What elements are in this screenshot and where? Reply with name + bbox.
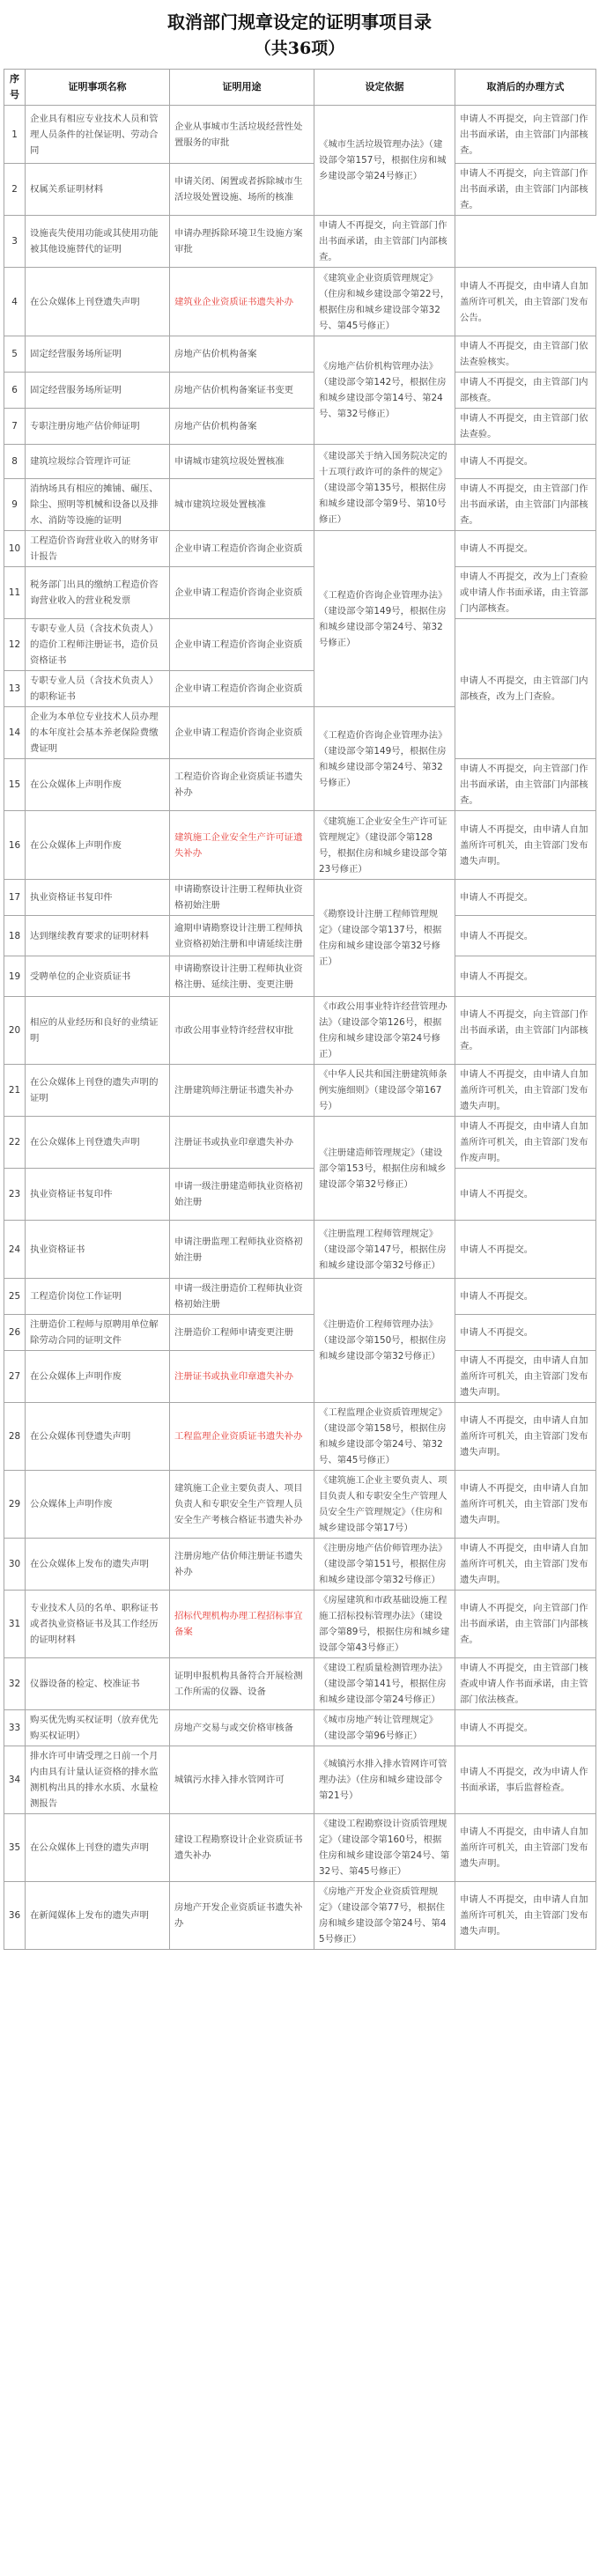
handling-method: 申请人不再提交，由主管部门内部核查，改为上门查验。 <box>455 619 596 759</box>
table-row <box>4 164 596 216</box>
certificate-name: 企业具有相应专业技术人员和管理人员条件的社保证明、劳动合同 <box>26 106 170 164</box>
legal-basis: 《注册房地产估价师管理办法》（建设部令第151号，根据住房和城乡建设部令第32号修正） <box>314 1539 455 1591</box>
certificate-name: 企业为本单位专业技术人员办理的本年度社会基本养老保险费缴费证明 <box>26 707 170 759</box>
row-number: 22 <box>4 1117 26 1169</box>
handling-method: 申请人不再提交，由申请人自加盖所许可机关，由主管部门发布遗失声明。 <box>455 1351 596 1403</box>
certificate-name: 专业技术人员的名单、职称证书或者执业资格证书及其工作经历的证明材料 <box>26 1591 170 1658</box>
header-no: 序号 <box>4 70 26 106</box>
handling-method: 申请人不再提交，由主管部门核查或申请人作书面承诺，由主管部门依法核查。 <box>455 1658 596 1710</box>
certificate-name: 受聘单位的企业资质证书 <box>26 956 170 997</box>
row-number: 15 <box>4 759 26 811</box>
row-number: 10 <box>4 531 26 567</box>
handling-method: 申请人不再提交。 <box>455 1221 596 1279</box>
row-number: 16 <box>4 811 26 880</box>
row-number: 4 <box>4 268 26 336</box>
certificate-use: 房地产开发企业资质证书遗失补办 <box>170 1882 314 1950</box>
table-row <box>4 1351 596 1403</box>
handling-method: 申请人不再提交，由申请人自加盖所许可机关，由主管部门发布公告。 <box>455 268 596 336</box>
legal-basis: 《工程造价咨询企业管理办法》（建设部令第149号，根据住房和城乡建设部令第24号、第32号修正） <box>314 707 455 811</box>
certificate-name: 在公众媒体上刊登遗失声明 <box>26 1117 170 1169</box>
table-row <box>4 1403 596 1471</box>
legal-basis: 《城市房地产转让管理规定》（建设部令第96号修正） <box>314 1710 455 1746</box>
row-number: 1 <box>4 106 26 164</box>
certificate-name: 工程造价岗位工作证明 <box>26 1279 170 1315</box>
certificate-name: 固定经营服务场所证明 <box>26 373 170 409</box>
row-number: 35 <box>4 1814 26 1882</box>
handling-method: 申请人不再提交。 <box>455 1169 596 1221</box>
table-row <box>4 1471 596 1539</box>
page-subtitle: （共36项） <box>254 39 345 58</box>
certificate-use: 企业申请工程造价咨询企业资质 <box>170 531 314 567</box>
handling-method: 申请人不再提交。 <box>455 1710 596 1746</box>
certificate-name: 在公众媒体上刊登的遗失声明的证明 <box>26 1065 170 1117</box>
handling-method: 申请人不再提交。 <box>455 1279 596 1315</box>
table-row <box>4 531 596 567</box>
legal-basis: 《工程造价咨询企业管理办法》（建设部令第149号，根据住房和城乡建设部令第24号、第32号修正） <box>314 531 455 707</box>
certificate-name: 专职专业人员（含技术负责人）的造价工程师注册证书，造价员资格证书 <box>26 619 170 671</box>
table-row <box>4 1169 596 1221</box>
certificate-name: 执业资格证书 <box>26 1221 170 1279</box>
certificate-name: 注册造价工程师与原聘用单位解除劳动合同的证明文件 <box>26 1315 170 1351</box>
certificate-name: 在公众媒体上声明作废 <box>26 1351 170 1403</box>
row-number: 29 <box>4 1471 26 1539</box>
row-number: 30 <box>4 1539 26 1591</box>
handling-method: 申请人不再提交，向主管部门作出书面承诺，由主管部门内部核查。 <box>455 106 596 164</box>
certificate-use: 注册证书或执业印章遗失补办 <box>170 1351 314 1403</box>
legal-basis: 《勘察设计注册工程师管理规定》（建设部令第137号，根据住房和城乡建设部令第32号修正） <box>314 880 455 997</box>
certificate-use: 证明申报机构具备符合开展检测工作所需的仪器、设备 <box>170 1658 314 1710</box>
certificate-use: 企业从事城市生活垃圾经营性处置服务的审批 <box>170 106 314 164</box>
handling-method: 申请人不再提交，由申请人自加盖所许可机关，由主管部门发布遗失声明。 <box>455 1471 596 1539</box>
legal-basis: 《建筑业企业资质管理规定》（住房和城乡建设部令第22号，根据住房和城乡建设部令第32号、第45号修正） <box>314 268 455 336</box>
table-row <box>4 1591 596 1658</box>
certificate-use: 工程监理企业资质证书遗失补办 <box>170 1403 314 1471</box>
handling-method: 申请人不再提交。 <box>455 916 596 956</box>
row-number: 33 <box>4 1710 26 1746</box>
table-row <box>4 956 596 997</box>
certificate-use: 企业申请工程造价咨询企业资质 <box>170 671 314 707</box>
row-number: 14 <box>4 707 26 759</box>
row-number: 2 <box>4 164 26 216</box>
table-row <box>4 336 596 373</box>
row-number: 25 <box>4 1279 26 1315</box>
certificate-name: 专职专业人员（含技术负责人）的职称证书 <box>26 671 170 707</box>
row-number: 7 <box>4 409 26 445</box>
certificate-use: 建筑施工企业主要负责人、项目负责人和专职安全生产管理人员安全生产考核合格证书遗失补办 <box>170 1471 314 1539</box>
certificate-name: 设施丧失使用功能或其使用功能被其他设施替代的证明 <box>26 216 170 268</box>
row-number: 11 <box>4 567 26 619</box>
handling-method: 申请人不再提交，由申请人自加盖所许可机关，由主管部门发布遗失声明。 <box>455 811 596 880</box>
certificate-use: 城市建筑垃圾处置核准 <box>170 479 314 531</box>
certificate-name: 消纳场具有相应的摊铺、碾压、除尘、照明等机械和设备以及排水、消防等设施的证明 <box>26 479 170 531</box>
handling-method: 申请人不再提交，由主管部门依法查验。 <box>455 409 596 445</box>
table-row <box>4 409 596 445</box>
handling-method: 申请人不再提交，向主管部门作出书面承诺，由主管部门内部核查。 <box>455 1591 596 1658</box>
certificate-use: 注册建筑师注册证书遗失补办 <box>170 1065 314 1117</box>
certificate-name: 固定经营服务场所证明 <box>26 336 170 373</box>
legal-basis: 《房地产开发企业资质管理规定》（建设部令第77号，根据住房和城乡建设部令第24号、第45号修正） <box>314 1882 455 1950</box>
row-number: 12 <box>4 619 26 671</box>
row-number: 18 <box>4 916 26 956</box>
certificate-use: 注册证书或执业印章遗失补办 <box>170 1117 314 1169</box>
legal-basis: 《房地产估价机构管理办法》（建设部令第142号，根据住房和城乡建设部令第14号、第24号、第32号修正） <box>314 336 455 445</box>
header-name: 证明事项名称 <box>26 70 170 106</box>
certificate-use: 房地产估价机构备案证书变更 <box>170 373 314 409</box>
certificate-name: 税务部门出具的缴纳工程造价咨询营业收入的营业税发票 <box>26 567 170 619</box>
handling-method: 申请人不再提交，由申请人自加盖所许可机关，由主管部门发布遗失声明。 <box>455 1065 596 1117</box>
table-row <box>4 268 596 336</box>
table-header-row <box>4 70 596 106</box>
handling-method: 申请人不再提交，由主管部门作出书面承诺，由主管部门内部核查。 <box>455 479 596 531</box>
row-number: 36 <box>4 1882 26 1950</box>
table-row <box>4 811 596 880</box>
certificate-name: 建筑垃圾综合管理许可证 <box>26 445 170 479</box>
table-row <box>4 619 596 671</box>
row-number: 27 <box>4 1351 26 1403</box>
table-row <box>4 1882 596 1950</box>
certificate-name: 权属关系证明材料 <box>26 164 170 216</box>
row-number: 21 <box>4 1065 26 1117</box>
handling-method: 申请人不再提交。 <box>455 956 596 997</box>
certificate-name: 工程造价咨询营业收入的财务审计报告 <box>26 531 170 567</box>
table-row <box>4 1814 596 1882</box>
handling-method: 申请人不再提交。 <box>455 880 596 916</box>
legal-basis: 《建设工程质量检测管理办法》（建设部令第141号，根据住房和城乡建设部令第24号修正） <box>314 1658 455 1710</box>
table-row <box>4 1539 596 1591</box>
certificate-use: 申请一级注册造价工程师执业资格初始注册 <box>170 1279 314 1315</box>
table-row <box>4 880 596 916</box>
row-number: 32 <box>4 1658 26 1710</box>
certificate-use: 企业申请工程造价咨询企业资质 <box>170 619 314 671</box>
table-row <box>4 445 596 479</box>
row-number: 9 <box>4 479 26 531</box>
certificate-name: 在公众媒体上声明作废 <box>26 811 170 880</box>
table-row <box>4 1710 596 1746</box>
table-row <box>4 997 596 1065</box>
certificate-use: 申请勘察设计注册工程师执业资格注册、延续注册、变更注册 <box>170 956 314 997</box>
table-row <box>4 1279 596 1315</box>
legal-basis: 《城镇污水排入排水管网许可管理办法》（住房和城乡建设部令第21号） <box>314 1746 455 1814</box>
certificate-use: 房地产交易与或交价格审核备 <box>170 1710 314 1746</box>
certificate-use: 建筑业企业资质证书遗失补办 <box>170 268 314 336</box>
certificate-name: 在公众媒体上刊登遗失声明 <box>26 268 170 336</box>
legal-basis: 《建设工程勘察设计资质管理规定》（建设部令第160号，根据住房和城乡建设部令第24号、第32号、第45号修正） <box>314 1814 455 1882</box>
handling-method: 申请人不再提交，由申请人自加盖所许可机关，由主管部门发布遗失声明。 <box>455 1539 596 1591</box>
row-number: 3 <box>4 216 26 268</box>
handling-method: 申请人不再提交，由主管部门内部核查。 <box>455 373 596 409</box>
table-row <box>4 1221 596 1279</box>
row-number: 34 <box>4 1746 26 1814</box>
row-number: 17 <box>4 880 26 916</box>
table-body <box>4 106 596 1950</box>
handling-method: 申请人不再提交，向主管部门作出书面承诺，由主管部门内部核查。 <box>314 216 455 268</box>
table-row <box>4 216 596 268</box>
certificate-use: 房地产估价机构备案 <box>170 409 314 445</box>
handling-method: 申请人不再提交。 <box>455 531 596 567</box>
certificate-use: 建设工程勘察设计企业资质证书遗失补办 <box>170 1814 314 1882</box>
handling-method: 申请人不再提交，由申请人自加盖所许可机关，由主管部门发布遗失声明。 <box>455 1403 596 1471</box>
table-row <box>4 1746 596 1814</box>
row-number: 8 <box>4 445 26 479</box>
certificate-name: 执业资格证书复印件 <box>26 880 170 916</box>
legal-basis: 《城市生活垃圾管理办法》（建设部令第157号，根据住房和城乡建设部令第24号修正） <box>314 106 455 216</box>
legal-basis: 《市政公用事业特许经营管理办法》（建设部令第126号，根据住房和城乡建设部令第24号修正） <box>314 997 455 1065</box>
certificate-name: 专职注册房地产估价师证明 <box>26 409 170 445</box>
handling-method: 申请人不再提交，改为上门查验或申请人作书面承诺，由主管部门内部核查。 <box>455 567 596 619</box>
certificate-use: 申请办理拆除环境卫生设施方案审批 <box>170 216 314 268</box>
row-number: 26 <box>4 1315 26 1351</box>
table-row <box>4 759 596 811</box>
row-number: 19 <box>4 956 26 997</box>
legal-basis: 《注册造价工程师管理办法》（建设部令第150号，根据住房和城乡建设部令第32号修正） <box>314 1279 455 1403</box>
legal-basis: 《注册建造师管理规定》（建设部令第153号，根据住房和城乡建设部令第32号修正） <box>314 1117 455 1221</box>
certificate-use: 工程造价咨询企业资质证书遗失补办 <box>170 759 314 811</box>
table-row <box>4 1117 596 1169</box>
certificate-name: 执业资格证书复印件 <box>26 1169 170 1221</box>
page-title: 取消部门规章设定的证明事项目录 <box>167 11 432 33</box>
legal-basis: 《房屋建筑和市政基础设施工程施工招标投标管理办法》（建设部令第89号，根据住房和城乡建设部令第43号修正） <box>314 1591 455 1658</box>
certificate-use: 企业申请工程造价咨询企业资质 <box>170 567 314 619</box>
header-basis: 设定依据 <box>314 70 455 106</box>
certificate-use: 申请勘察设计注册工程师执业资格初始注册 <box>170 880 314 916</box>
certificate-use: 招标代理机构办理工程招标事宜备案 <box>170 1591 314 1658</box>
certificate-use: 城镇污水排入排水管网许可 <box>170 1746 314 1814</box>
handling-method: 申请人不再提交。 <box>455 1315 596 1351</box>
certificate-use: 申请城市建筑垃圾处置核准 <box>170 445 314 479</box>
certificate-use: 房地产估价机构备案 <box>170 336 314 373</box>
certificate-table <box>4 69 596 1950</box>
certificate-use: 注册房地产估价师注册证书遗失补办 <box>170 1539 314 1591</box>
handling-method: 申请人不再提交，向主管部门作出书面承诺，由主管部门内部核查。 <box>455 759 596 811</box>
legal-basis: 《工程监理企业资质管理规定》（建设部令第158号，根据住房和城乡建设部令第24号、第32号、第45号修正） <box>314 1403 455 1471</box>
certificate-name: 在公众媒体刊登遗失声明 <box>26 1403 170 1471</box>
certificate-name: 在新闻媒体上发布的遗失声明 <box>26 1882 170 1950</box>
row-number: 31 <box>4 1591 26 1658</box>
legal-basis: 《建筑施工企业主要负责人、项目负责人和专职安全生产管理人员安全生产管理规定》（住房和城乡建设部令第17号） <box>314 1471 455 1539</box>
table-row <box>4 479 596 531</box>
handling-method: 申请人不再提交，由主管部门依法查验核实。 <box>455 336 596 373</box>
row-number: 23 <box>4 1169 26 1221</box>
header-use: 证明用途 <box>170 70 314 106</box>
handling-method: 申请人不再提交。 <box>455 445 596 479</box>
certificate-name: 相应的从业经历和良好的业绩证明 <box>26 997 170 1065</box>
certificate-use: 注册造价工程师申请变更注册 <box>170 1315 314 1351</box>
row-number: 13 <box>4 671 26 707</box>
handling-method: 申请人不再提交，改为申请人作书面承诺，事后监督检查。 <box>455 1746 596 1814</box>
certificate-name: 购买优先购买权证明（放弃优先购买权证明） <box>26 1710 170 1746</box>
legal-basis: 《建筑施工企业安全生产许可证管理规定》（建设部令第128号，根据住房和城乡建设部令第23号修正） <box>314 811 455 880</box>
certificate-use: 申请注册监理工程师执业资格初始注册 <box>170 1221 314 1279</box>
table-row <box>4 567 596 619</box>
header-method: 取消后的办理方式 <box>455 70 596 106</box>
certificate-name: 公众媒体上声明作废 <box>26 1471 170 1539</box>
certificate-name: 达到继续教育要求的证明材料 <box>26 916 170 956</box>
handling-method: 申请人不再提交，向主管部门作出书面承诺，由主管部门内部核查。 <box>455 164 596 216</box>
handling-method: 申请人不再提交，由申请人自加盖所许可机关，由主管部门发布作废声明。 <box>455 1117 596 1169</box>
legal-basis: 《建设部关于纳入国务院决定的十五项行政许可的条件的规定》（建设部令第135号，根据住房和城乡建设部令第9号、第10号修正） <box>314 445 455 531</box>
table-row <box>4 1315 596 1351</box>
row-number: 24 <box>4 1221 26 1279</box>
table-row <box>4 916 596 956</box>
row-number: 6 <box>4 373 26 409</box>
certificate-use: 企业申请工程造价咨询企业资质 <box>170 707 314 759</box>
certificate-name: 在公众媒体上发布的遗失声明 <box>26 1539 170 1591</box>
table-row <box>4 1658 596 1710</box>
row-number: 5 <box>4 336 26 373</box>
table-row <box>4 373 596 409</box>
certificate-name: 仪器设备的检定、校准证书 <box>26 1658 170 1710</box>
certificate-use: 市政公用事业特许经营权审批 <box>170 997 314 1065</box>
handling-method: 申请人不再提交，由申请人自加盖所许可机关，由主管部门发布遗失声明。 <box>455 1814 596 1882</box>
table-row <box>4 1065 596 1117</box>
legal-basis: 《注册监理工程师管理规定》（建设部令第147号，根据住房和城乡建设部令第32号修正） <box>314 1221 455 1279</box>
certificate-name: 排水许可申请受理之日前一个月内由具有计量认证资格的排水监测机构出具的排水水质、水量检测报告 <box>26 1746 170 1814</box>
certificate-use: 建筑施工企业安全生产许可证遗失补办 <box>170 811 314 880</box>
certificate-use: 逾期申请勘察设计注册工程师执业资格初始注册和申请延续注册 <box>170 916 314 956</box>
certificate-use: 申请关闭、闲置或者拆除城市生活垃圾处置设施、场所的核准 <box>170 164 314 216</box>
handling-method: 申请人不再提交，向主管部门作出书面承诺，由主管部门内部核查。 <box>455 997 596 1065</box>
table-row <box>4 106 596 164</box>
legal-basis: 《中华人民共和国注册建筑师条例实施细则》（建设部令第167号） <box>314 1065 455 1117</box>
certificate-use: 申请一级注册建造师执业资格初始注册 <box>170 1169 314 1221</box>
row-number: 28 <box>4 1403 26 1471</box>
certificate-name: 在公众媒体上刊登的遗失声明 <box>26 1814 170 1882</box>
certificate-name: 在公众媒体上声明作废 <box>26 759 170 811</box>
row-number: 20 <box>4 997 26 1065</box>
handling-method: 申请人不再提交，由申请人自加盖所许可机关，由主管部门发布遗失声明。 <box>455 1882 596 1950</box>
